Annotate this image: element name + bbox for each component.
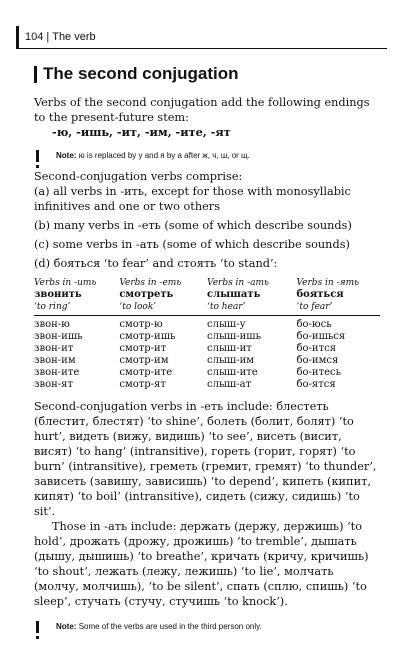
comprise-intro: Second-conjugation verbs comprise: [34,170,243,183]
table-cell: слыш-у [207,319,246,330]
table-gloss-row [34,301,380,316]
table-verb: звонить [34,289,82,300]
table-row [34,331,380,343]
table-cell: бо-ятся [296,379,336,390]
header-separator: | [46,31,50,43]
table-cell: смотр-ите [119,367,173,378]
paragraph-ati-verbs: Those in -ать include: держать (держу, держишь) ‘to hold’, дрожать (дрожу, дрожишь) ‘to tremble’, дышать (дышу, дышишь) ‘to breathe’, кричать (кричу, кричишь) ‘to shout’, лежать (лежу, лежишь) ‘to lie’, молчать (молчу, молчишь), ‘to be silent’, спать (сплю, спишь) ‘to sleep’, стучать (стучу, стучишь ‘to knock’). [34,520,369,608]
table-row [34,355,380,367]
table-row [34,379,380,391]
table-cell: смотр-ю [119,319,163,330]
table-cell: слыш-ат [207,379,252,390]
table-cell: звон-ите [34,367,80,378]
table-header-row [34,277,380,289]
section-title: The second conjugation [43,64,239,83]
note-label-2: Note: [56,622,77,631]
table-gloss: ‘to look’ [119,301,207,316]
table-cell: бо-ится [296,343,337,354]
table-gloss: ‘to hear’ [207,301,296,316]
page-number: 104 [25,31,44,43]
paragraph-eti-verbs: Second-conjugation verbs in -еть include: блестеть (блестит, блестят) ‘to shine’, болеть (болит, болят) ‘to hurt’, видеть (вижу, видишь) ‘to see’, висеть (висит, висят) ‘to hang’ (intransitive), гореть (горит, горят) ‘to burn’ (intransitive), греметь (гремит, гремят) ‘to thunder’, зависеть (завишу, зависишь) ‘to depend’, кипеть (кипит, кипят) ‘to boil’ (intransitive), сидеть (сижу, сидишь) ‘to sit’. [34,400,377,518]
note-label-1: Note: [56,151,77,160]
conjugation-table [34,277,380,391]
list-item-b: (b) many verbs in -еть (some of which describe sounds) [34,219,352,232]
table-row [34,367,380,379]
table-cell: смотр-ишь [119,331,176,342]
page-body [34,95,380,632]
note-text-2: Some of the verbs are used in the third person only. [78,622,262,631]
heading-bar [34,66,37,83]
chapter-name: The verb [52,31,96,43]
table-cell: звон-им [34,355,76,366]
table-gloss: ‘to fear’ [297,301,381,316]
list-item-a: (a) all verbs in -ить, except for those with monosyllabic infinitives and one or two others [34,185,351,213]
table-cell: звон-ит [34,343,74,354]
table-header: Verbs in -ять [296,278,360,288]
table-verb: бояться [296,289,344,300]
exclamation-icon [36,621,39,633]
section-heading [34,64,239,84]
table-cell: бо-ишься [296,331,346,342]
table-cell: слыш-им [207,355,255,366]
table-cell: бо-итесь [296,367,342,378]
table-cell: слыш-ишь [207,331,262,342]
table-gloss: ‘to ring’ [34,301,119,316]
table-cell: смотр-им [119,355,169,366]
list-item-c: (c) some verbs in -ать (some of which describe sounds) [34,238,350,251]
table-cell: смотр-ят [119,379,166,390]
table-cell: смотр-ит [119,343,167,354]
endings-line: -ю, -ишь, -ит, -им, -ите, -ят [52,125,231,139]
table-header: Verbs in -ать [207,278,269,288]
exclamation-icon [36,150,39,162]
table-verb: смотреть [119,289,174,300]
note-box-2 [34,621,380,632]
table-row [34,343,380,355]
table-verb-row [34,289,380,301]
note-text-1: ю is replaced by у and я by а after ж, ч, ш, or щ. [78,151,250,160]
table-header: Verbs in -ить [34,278,97,288]
table-cell: звон-ю [34,319,70,330]
table-cell: звон-ят [34,379,73,390]
table-cell: звон-ишь [34,331,83,342]
table-cell: слыш-ит [207,343,252,354]
table-verb: слышать [207,289,261,300]
note-box-1 [34,150,380,161]
running-header [16,26,96,48]
list-item-d: (d) бояться ‘to fear’ and стоять ‘to stand’: [34,257,278,270]
header-bar [16,26,19,48]
table-row [34,316,380,332]
table-cell: слыш-ите [207,367,258,378]
header-rule [16,48,387,49]
table-cell: бо-юсь [296,319,332,330]
table-header: Verbs in -еть [119,278,182,288]
intro-paragraph: Verbs of the second conjugation add the following endings to the present-future stem: [34,96,370,124]
table-cell: бо-имся [296,355,339,366]
